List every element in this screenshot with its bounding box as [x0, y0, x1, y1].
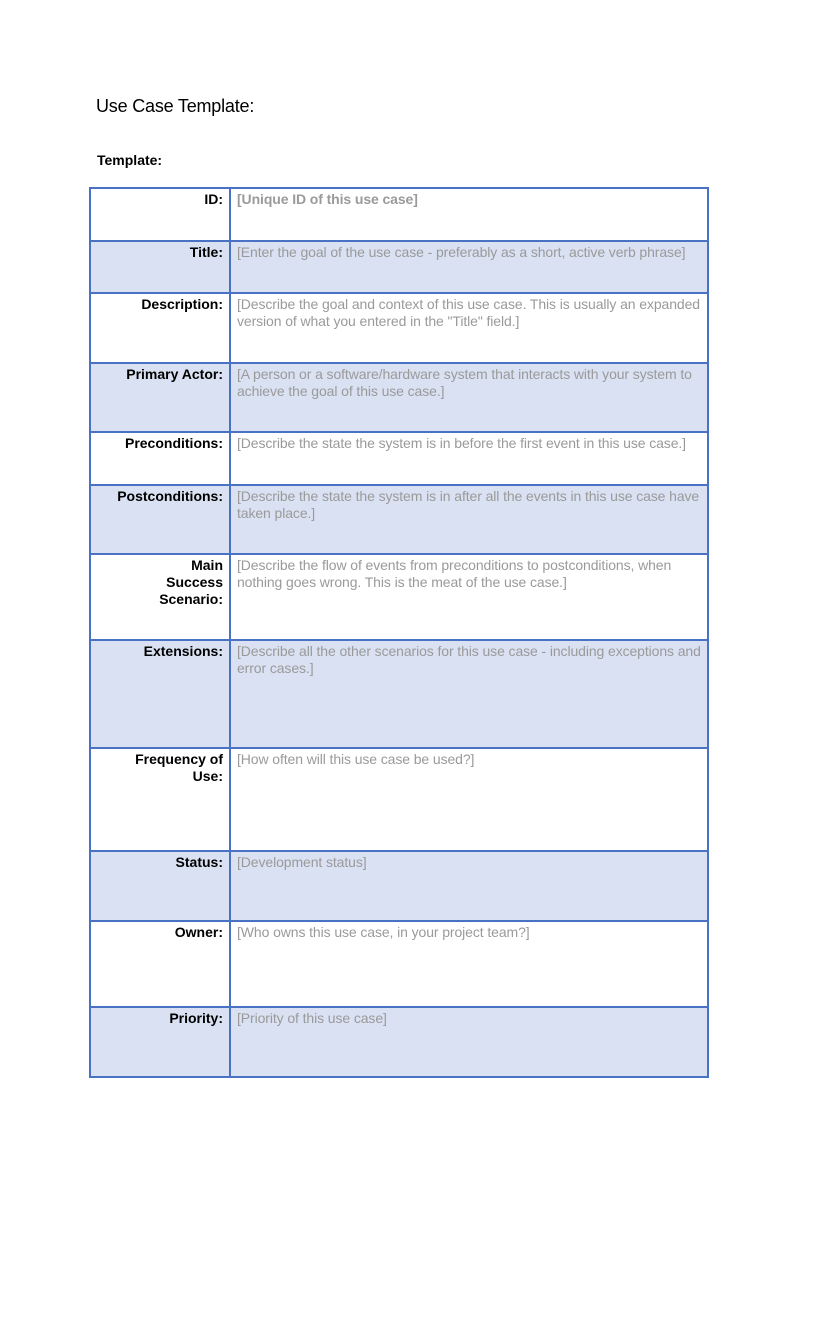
section-label: Template:	[97, 152, 163, 168]
row-label-frequency-of-use: Frequency of Use:	[90, 748, 230, 851]
row-value-priority[interactable]: [Priority of this use case]	[230, 1007, 708, 1077]
row-label-priority: Priority:	[90, 1007, 230, 1077]
row-label-primary-actor: Primary Actor:	[90, 363, 230, 432]
table-row-id	[90, 188, 708, 241]
table-row-primary-actor	[90, 363, 708, 432]
row-label-owner: Owner:	[90, 921, 230, 1007]
row-label-main-success-scenario: Main Success Scenario:	[90, 554, 230, 640]
row-value-id[interactable]: [Unique ID of this use case]	[230, 188, 708, 241]
row-value-status[interactable]: [Development status]	[230, 851, 708, 921]
row-value-preconditions[interactable]: [Describe the state the system is in before the first event in this use case.]	[230, 432, 708, 485]
row-value-description[interactable]: [Describe the goal and context of this use case. This is usually an expanded version of what you entered in the "Title" field.]	[230, 293, 708, 363]
row-label-id: ID:	[90, 188, 230, 241]
table-row-title	[90, 241, 708, 293]
table-row-priority	[90, 1007, 708, 1077]
row-value-main-success-scenario[interactable]: [Describe the flow of events from preconditions to postconditions, when nothing goes wrong. This is the meat of the use case.]	[230, 554, 708, 640]
row-value-postconditions[interactable]: [Describe the state the system is in after all the events in this use case have taken place.]	[230, 485, 708, 554]
row-label-description: Description:	[90, 293, 230, 363]
table-row-description	[90, 293, 708, 363]
table-row-extensions	[90, 640, 708, 748]
row-label-postconditions: Postconditions:	[90, 485, 230, 554]
row-label-extensions: Extensions:	[90, 640, 230, 748]
row-label-preconditions: Preconditions:	[90, 432, 230, 485]
table-row-postconditions	[90, 485, 708, 554]
table-row-status	[90, 851, 708, 921]
row-value-title[interactable]: [Enter the goal of the use case - preferably as a short, active verb phrase]	[230, 241, 708, 293]
row-value-owner[interactable]: [Who owns this use case, in your project team?]	[230, 921, 708, 1007]
row-label-status: Status:	[90, 851, 230, 921]
row-value-frequency-of-use[interactable]: [How often will this use case be used?]	[230, 748, 708, 851]
use-case-table	[89, 187, 709, 1078]
table-row-owner	[90, 921, 708, 1007]
table-row-frequency-of-use	[90, 748, 708, 851]
table-row-main-success-scenario	[90, 554, 708, 640]
table-row-preconditions	[90, 432, 708, 485]
row-value-extensions[interactable]: [Describe all the other scenarios for this use case - including exceptions and error cases.]	[230, 640, 708, 748]
document-title: Use Case Template:	[96, 96, 255, 116]
row-value-primary-actor[interactable]: [A person or a software/hardware system that interacts with your system to achieve the goal of this use case.]	[230, 363, 708, 432]
row-label-title: Title:	[90, 241, 230, 293]
